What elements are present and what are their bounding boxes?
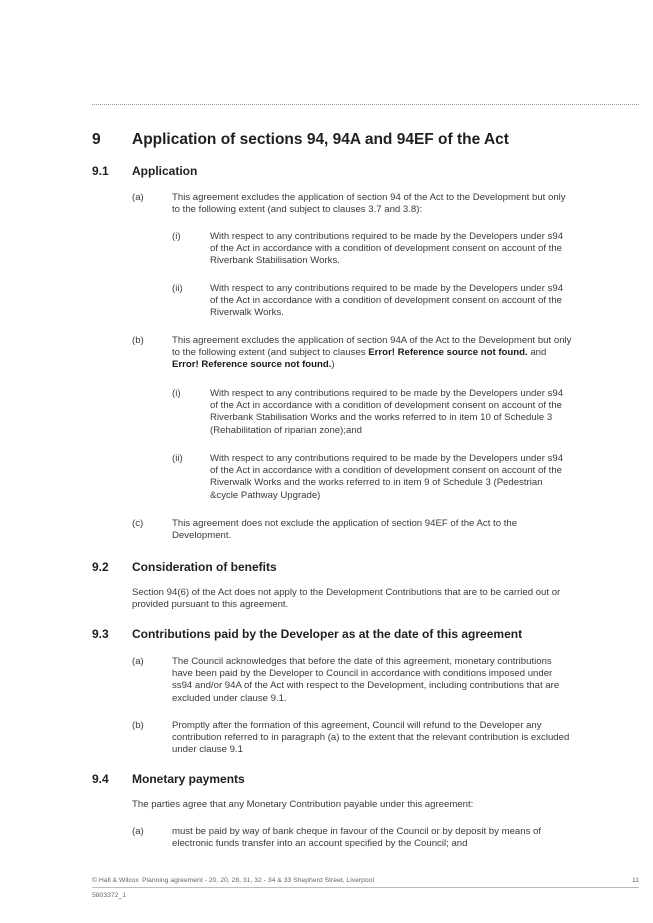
clause-label: (a): [132, 192, 144, 203]
subsection-number: 9.1: [92, 164, 109, 178]
clause-label: (i): [172, 231, 181, 242]
clause-9-1-b-i: With respect to any contributions required to be made by the Developers under s94 of the Act in accordance with a condition of development consent on account of the Riverbank Stabilisation Works and the works referred to in item 10 of Schedule 3 (Rehabilitation of riparian zone);and: [210, 388, 564, 436]
footer-firm: © Hall & Wilcox: [92, 877, 139, 884]
clause-label: (a): [132, 656, 144, 667]
subsection-title: Application: [132, 164, 198, 178]
reference-error: Error! Reference source not found.: [368, 347, 528, 359]
reference-error: Error! Reference source not found.: [172, 359, 332, 371]
clause-text: and: [527, 347, 547, 359]
subsection-number: 9.2: [92, 560, 109, 574]
clause-9-1-b: [172, 335, 572, 372]
subsection-title: Contributions paid by the Developer as at the date of this agreement: [132, 627, 523, 641]
clause-label: (b): [132, 720, 144, 731]
clause-9-1-a: This agreement excludes the application of section 94 of the Act to the Development but only to the following extent (and subject to clauses 3.7 and 3.8):: [172, 192, 566, 216]
clause-9-4: The parties agree that any Monetary Contribution payable under this agreement:: [132, 799, 474, 810]
subsection-number: 9.4: [92, 772, 109, 786]
clause-label: (b): [132, 335, 144, 346]
clause-label: (ii): [172, 453, 183, 464]
clause-9-3-a: The Council acknowledges that before the date of this agreement, monetary contributions have been paid by the Developer to Council in accordance with conditions imposed under ss94 and/or 94A of the Act with respect to the Development, including contributions that are excluded under clause 9.1.: [172, 656, 560, 704]
section-title: Application of sections 94, 94A and 94EF of the Act: [132, 131, 509, 148]
subsection-title: Monetary payments: [132, 772, 245, 786]
clause-label: (i): [172, 388, 181, 399]
clause-text: This agreement excludes the application of section 94A of the Act to the Development but only to the following extent (and subject to clauses: [172, 335, 572, 359]
subsection-number: 9.3: [92, 627, 109, 641]
footer-rule: [92, 887, 639, 888]
clause-label: (c): [132, 518, 144, 529]
clause-9-3-b: Promptly after the formation of this agreement, Council will refund to the Developer any contribution referred to in paragraph (a) to the extent that the relevant contribution is excluded under clause 9.1: [172, 720, 570, 756]
clause-label: (a): [132, 826, 144, 837]
clause-9-1-b-ii: With respect to any contributions required to be made by the Developers under s94 of the Act in accordance with a condition of development consent on account of the Riverwalk Works and the works referred to in item 9 of Schedule 3 (Pedestrian &cycle Pathway Upgrade): [210, 453, 564, 501]
clause-9-2: Section 94(6) of the Act does not apply to the Development Contributions that are to be carried out or provided pursuant to this agreement.: [132, 587, 561, 611]
clause-9-4-a: must be paid by way of bank cheque in favour of the Council or by deposit by means of electronic funds transfer into an account specified by the Council; and: [172, 826, 542, 850]
page-number: 11: [631, 877, 639, 884]
clause-text: ): [331, 359, 335, 371]
clause-9-1-a-i: With respect to any contributions required to be made by the Developers under s94 of the Act in accordance with a condition of development consent on account of the Riverbank Stabilisation Works.: [210, 231, 564, 267]
document-reference: 5803372_1: [92, 892, 127, 899]
header-rule: [92, 104, 639, 105]
clause-label: (ii): [172, 283, 183, 294]
section-number: 9: [92, 131, 101, 148]
subsection-title: Consideration of benefits: [132, 560, 277, 574]
footer-document-title: Planning agreement - 20, 20, 28, 31, 32 - 34 & 33 Shepherd Street, Liverpool: [142, 877, 375, 884]
clause-9-1-a-ii: With respect to any contributions required to be made by the Developers under s94 of the Act in accordance with a condition of development consent on account of the Riverwalk Works.: [210, 283, 564, 319]
clause-9-1-c: This agreement does not exclude the application of section 94EF of the Act to the Development.: [172, 518, 518, 542]
